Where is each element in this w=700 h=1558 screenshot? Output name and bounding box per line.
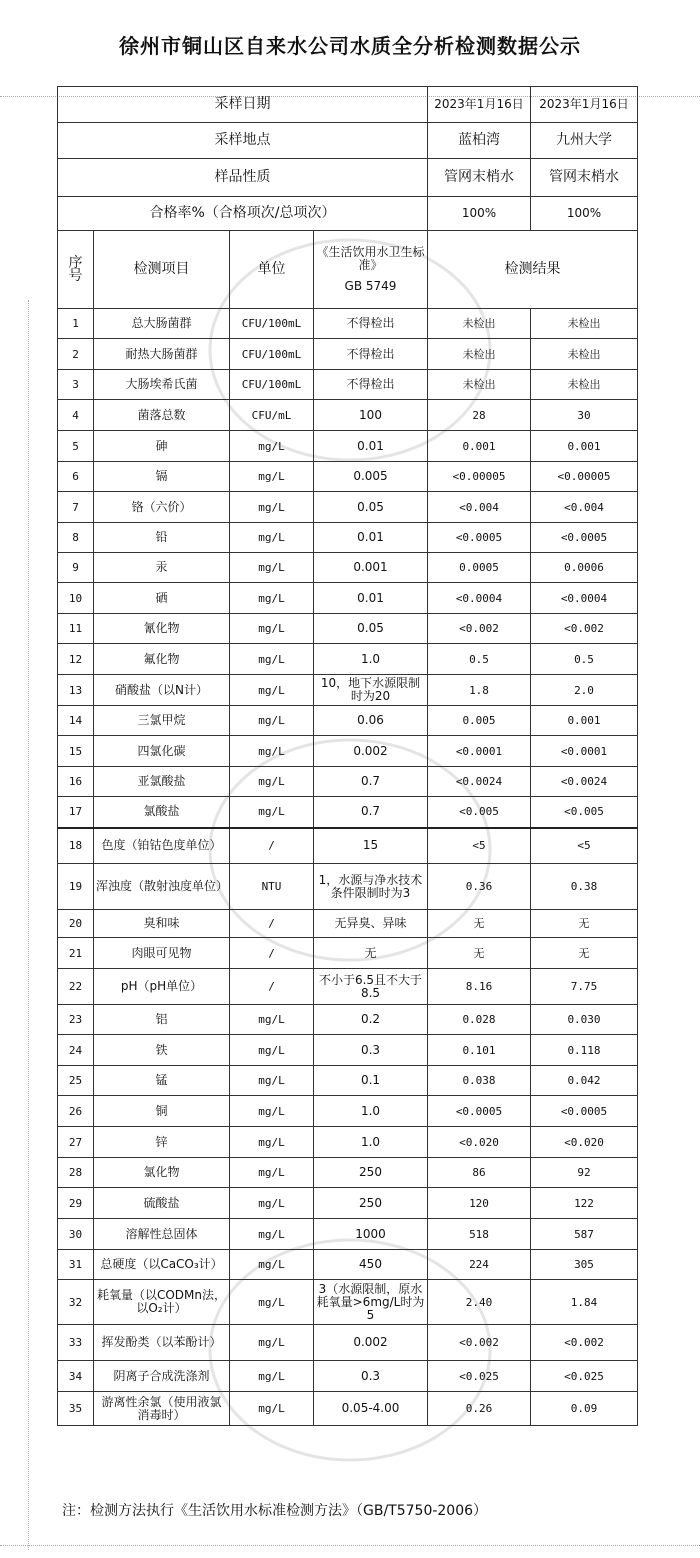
row-result-2: 未检出 <box>531 309 638 339</box>
row-result-2: 无 <box>531 910 638 938</box>
row-unit: mg/L <box>230 1096 314 1127</box>
row-item: 硒 <box>94 583 230 614</box>
row-standard: 1，水源与净水技术条件限制时为3 <box>314 864 428 910</box>
table-row <box>58 1035 638 1066</box>
row-standard: 0.001 <box>314 553 428 583</box>
sampling-site-2: 九州大学 <box>531 123 638 159</box>
row-unit: CFU/100mL <box>230 309 314 339</box>
row-number: 21 <box>58 938 94 969</box>
row-result-2: 未检出 <box>531 370 638 400</box>
table-row <box>58 523 638 553</box>
row-number: 20 <box>58 910 94 938</box>
row-item: 色度（铂钴色度单位） <box>94 828 230 864</box>
row-item: 臭和味 <box>94 910 230 938</box>
row-result-1: 86 <box>428 1158 531 1188</box>
row-number: 18 <box>58 828 94 864</box>
row-item: 铝 <box>94 1005 230 1035</box>
row-standard: 0.002 <box>314 736 428 767</box>
row-standard: 1.0 <box>314 644 428 675</box>
row-item: 锰 <box>94 1066 230 1096</box>
row-result-1: 2.40 <box>428 1280 531 1325</box>
row-number: 16 <box>58 767 94 797</box>
row-result-1: 1.8 <box>428 675 531 706</box>
row-standard: 不得检出 <box>314 370 428 400</box>
table-row <box>58 767 638 797</box>
row-result-1: <0.0001 <box>428 736 531 767</box>
row-result-1: <0.005 <box>428 797 531 828</box>
row-result-2: <0.002 <box>531 614 638 644</box>
table-row <box>58 462 638 492</box>
row-number: 3 <box>58 370 94 400</box>
row-result-1: 224 <box>428 1250 531 1280</box>
row-result-1: <0.020 <box>428 1127 531 1158</box>
row-result-1: 0.0005 <box>428 553 531 583</box>
row-unit: mg/L <box>230 706 314 736</box>
row-item: 溶解性总固体 <box>94 1219 230 1250</box>
row-number: 15 <box>58 736 94 767</box>
row-result-2: 122 <box>531 1188 638 1219</box>
row-result-2: <0.0024 <box>531 767 638 797</box>
row-result-1: 无 <box>428 910 531 938</box>
standard-name: 《生活饮用水卫生标准》 <box>316 245 425 272</box>
row-result-2: <0.0005 <box>531 523 638 553</box>
pass-rate-label: 合格率%（合格项次/总项次） <box>58 197 428 231</box>
row-unit: mg/L <box>230 1066 314 1096</box>
row-standard: 1000 <box>314 1219 428 1250</box>
row-unit: mg/L <box>230 583 314 614</box>
row-unit: CFU/100mL <box>230 370 314 400</box>
row-number: 30 <box>58 1219 94 1250</box>
row-result-1: <0.002 <box>428 1325 531 1361</box>
row-result-2: 92 <box>531 1158 638 1188</box>
row-unit: mg/L <box>230 644 314 675</box>
row-item: 铅 <box>94 523 230 553</box>
row-result-1: 120 <box>428 1188 531 1219</box>
row-item: 铜 <box>94 1096 230 1127</box>
watermark-line <box>28 300 29 1550</box>
col-header-standard <box>314 231 428 309</box>
row-item: 砷 <box>94 431 230 462</box>
row-unit: mg/L <box>230 767 314 797</box>
row-result-2: 0.001 <box>531 431 638 462</box>
table-row <box>58 1250 638 1280</box>
row-result-2: 30 <box>531 400 638 431</box>
row-result-1: <0.0004 <box>428 583 531 614</box>
row-result-2: <0.0004 <box>531 583 638 614</box>
row-item: 亚氯酸盐 <box>94 767 230 797</box>
sample-type-2: 管网末梢水 <box>531 159 638 197</box>
row-result-1: 8.16 <box>428 969 531 1005</box>
row-result-1: 518 <box>428 1219 531 1250</box>
pass-rate-1: 100% <box>428 197 531 231</box>
row-number: 4 <box>58 400 94 431</box>
row-result-2: 587 <box>531 1219 638 1250</box>
row-unit: mg/L <box>230 1250 314 1280</box>
row-standard: 0.7 <box>314 797 428 828</box>
row-result-2: 0.38 <box>531 864 638 910</box>
row-result-1: 0.028 <box>428 1005 531 1035</box>
row-result-1: <5 <box>428 828 531 864</box>
table-row <box>58 1066 638 1096</box>
row-unit: mg/L <box>230 1325 314 1361</box>
row-unit: mg/L <box>230 1392 314 1426</box>
row-standard: 无异臭、异味 <box>314 910 428 938</box>
row-number: 22 <box>58 969 94 1005</box>
pass-rate-2: 100% <box>531 197 638 231</box>
row-result-2: <0.004 <box>531 492 638 523</box>
row-item: 锌 <box>94 1127 230 1158</box>
table-row <box>58 675 638 706</box>
table-row <box>58 1361 638 1392</box>
row-number: 5 <box>58 431 94 462</box>
row-result-2: <0.0001 <box>531 736 638 767</box>
row-number: 14 <box>58 706 94 736</box>
row-item: 镉 <box>94 462 230 492</box>
row-standard: 250 <box>314 1188 428 1219</box>
row-number: 17 <box>58 797 94 828</box>
row-result-2: 0.118 <box>531 1035 638 1066</box>
table-row <box>58 1005 638 1035</box>
row-standard: 15 <box>314 828 428 864</box>
row-result-1: 0.26 <box>428 1392 531 1426</box>
row-standard: 3（水源限制，原水耗氧量>6mg/L时为5 <box>314 1280 428 1325</box>
row-standard: 0.01 <box>314 583 428 614</box>
row-unit: mg/L <box>230 431 314 462</box>
table-row <box>58 736 638 767</box>
row-unit: CFU/100mL <box>230 339 314 370</box>
row-item: 氯化物 <box>94 1158 230 1188</box>
row-result-2: <5 <box>531 828 638 864</box>
row-number: 29 <box>58 1188 94 1219</box>
row-item: 总大肠菌群 <box>94 309 230 339</box>
row-number: 9 <box>58 553 94 583</box>
table-row <box>58 1392 638 1426</box>
row-standard: 450 <box>314 1250 428 1280</box>
row-unit: / <box>230 910 314 938</box>
row-number: 19 <box>58 864 94 910</box>
row-standard: 无 <box>314 938 428 969</box>
row-result-2: <0.00005 <box>531 462 638 492</box>
row-result-2: 0.0006 <box>531 553 638 583</box>
row-standard: 0.002 <box>314 1325 428 1361</box>
row-unit: mg/L <box>230 553 314 583</box>
table-row <box>58 706 638 736</box>
row-standard: 不得检出 <box>314 309 428 339</box>
row-standard: 0.005 <box>314 462 428 492</box>
row-number: 26 <box>58 1096 94 1127</box>
row-result-1: <0.0005 <box>428 1096 531 1127</box>
row-item: 铁 <box>94 1035 230 1066</box>
row-result-1: 0.005 <box>428 706 531 736</box>
row-item: 硝酸盐（以N计） <box>94 675 230 706</box>
row-result-1: 0.001 <box>428 431 531 462</box>
row-item: 肉眼可见物 <box>94 938 230 969</box>
sampling-date-2: 2023年1月16日 <box>531 87 638 123</box>
table-row <box>58 1158 638 1188</box>
row-standard: 250 <box>314 1158 428 1188</box>
row-unit: mg/L <box>230 1158 314 1188</box>
table-row <box>58 309 638 339</box>
row-standard: 0.3 <box>314 1035 428 1066</box>
sampling-date-1: 2023年1月16日 <box>428 87 531 123</box>
row-number: 23 <box>58 1005 94 1035</box>
row-standard: 1.0 <box>314 1127 428 1158</box>
sampling-site-1: 蓝柏湾 <box>428 123 531 159</box>
row-result-2: 305 <box>531 1250 638 1280</box>
row-number: 1 <box>58 309 94 339</box>
table-row <box>58 400 638 431</box>
row-number: 8 <box>58 523 94 553</box>
row-result-2: <0.0005 <box>531 1096 638 1127</box>
col-header-unit: 单位 <box>230 231 314 309</box>
row-result-1: 0.36 <box>428 864 531 910</box>
table-row <box>58 797 638 828</box>
row-number: 35 <box>58 1392 94 1426</box>
row-unit: mg/L <box>230 1219 314 1250</box>
watermark-line <box>0 1545 700 1546</box>
row-result-1: <0.025 <box>428 1361 531 1392</box>
row-number: 13 <box>58 675 94 706</box>
row-result-1: 0.101 <box>428 1035 531 1066</box>
table-row <box>58 431 638 462</box>
table-row <box>58 1127 638 1158</box>
table-row <box>58 644 638 675</box>
row-unit: mg/L <box>230 614 314 644</box>
footnote: 注：检测方法执行《生活饮用水标准检测方法》（GB/T5750-2006） <box>62 1503 488 1519</box>
row-result-2: 0.001 <box>531 706 638 736</box>
row-unit: / <box>230 828 314 864</box>
row-unit: mg/L <box>230 1280 314 1325</box>
col-header-result: 检测结果 <box>428 231 638 309</box>
row-standard: 不得检出 <box>314 339 428 370</box>
row-result-2: 0.09 <box>531 1392 638 1426</box>
row-result-1: 28 <box>428 400 531 431</box>
page-title: 徐州市铜山区自来水公司水质全分析检测数据公示 <box>119 34 581 58</box>
row-unit: NTU <box>230 864 314 910</box>
row-unit: mg/L <box>230 523 314 553</box>
row-item: 大肠埃希氏菌 <box>94 370 230 400</box>
col-header-no: 序号 <box>58 231 94 309</box>
table-row <box>58 1280 638 1325</box>
row-result-1: <0.002 <box>428 614 531 644</box>
row-standard: 0.01 <box>314 523 428 553</box>
row-standard: 0.01 <box>314 431 428 462</box>
sampling-site-label: 采样地点 <box>58 123 428 159</box>
row-number: 2 <box>58 339 94 370</box>
table-row <box>58 1219 638 1250</box>
row-result-2: 未检出 <box>531 339 638 370</box>
row-result-2: 0.5 <box>531 644 638 675</box>
row-unit: mg/L <box>230 492 314 523</box>
row-unit: mg/L <box>230 1361 314 1392</box>
row-result-2: 2.0 <box>531 675 638 706</box>
row-result-1: 0.5 <box>428 644 531 675</box>
row-unit: mg/L <box>230 797 314 828</box>
row-result-2: 无 <box>531 938 638 969</box>
row-number: 32 <box>58 1280 94 1325</box>
row-result-2: 0.042 <box>531 1066 638 1096</box>
row-item: 耐热大肠菌群 <box>94 339 230 370</box>
row-standard: 0.05 <box>314 614 428 644</box>
row-number: 27 <box>58 1127 94 1158</box>
row-unit: mg/L <box>230 1035 314 1066</box>
row-result-1: <0.0024 <box>428 767 531 797</box>
row-standard: 0.7 <box>314 767 428 797</box>
col-header-item: 检测项目 <box>94 231 230 309</box>
row-number: 11 <box>58 614 94 644</box>
table-row <box>58 583 638 614</box>
table-row <box>58 492 638 523</box>
row-item: 游离性余氯（使用液氯消毒时） <box>94 1392 230 1426</box>
row-number: 25 <box>58 1066 94 1096</box>
row-result-2: <0.020 <box>531 1127 638 1158</box>
water-quality-table <box>57 86 638 1426</box>
row-result-1: 未检出 <box>428 309 531 339</box>
row-number: 6 <box>58 462 94 492</box>
table-row <box>58 339 638 370</box>
row-item: 氯酸盐 <box>94 797 230 828</box>
sample-type-1: 管网末梢水 <box>428 159 531 197</box>
row-number: 7 <box>58 492 94 523</box>
table-row <box>58 1325 638 1361</box>
row-unit: / <box>230 969 314 1005</box>
row-number: 34 <box>58 1361 94 1392</box>
row-item: 汞 <box>94 553 230 583</box>
row-number: 28 <box>58 1158 94 1188</box>
row-result-1: 无 <box>428 938 531 969</box>
table-row <box>58 614 638 644</box>
row-standard: 10，地下水源限制时为20 <box>314 675 428 706</box>
row-item: 浑浊度（散射浊度单位） <box>94 864 230 910</box>
row-standard: 0.2 <box>314 1005 428 1035</box>
row-result-2: <0.025 <box>531 1361 638 1392</box>
table-row <box>58 828 638 864</box>
row-unit: / <box>230 938 314 969</box>
row-standard: 0.06 <box>314 706 428 736</box>
row-item: 总硬度（以CaCO₃计） <box>94 1250 230 1280</box>
row-number: 31 <box>58 1250 94 1280</box>
row-result-1: 0.038 <box>428 1066 531 1096</box>
row-standard: 不小于6.5且不大于8.5 <box>314 969 428 1005</box>
row-item: 四氯化碳 <box>94 736 230 767</box>
row-standard: 0.3 <box>314 1361 428 1392</box>
sample-type-label: 样品性质 <box>58 159 428 197</box>
table-row <box>58 553 638 583</box>
row-standard: 0.05 <box>314 492 428 523</box>
row-number: 24 <box>58 1035 94 1066</box>
row-item: 挥发酚类（以苯酚计） <box>94 1325 230 1361</box>
row-result-2: <0.002 <box>531 1325 638 1361</box>
row-result-1: 未检出 <box>428 370 531 400</box>
row-result-2: <0.005 <box>531 797 638 828</box>
row-item: 氰化物 <box>94 614 230 644</box>
row-unit: mg/L <box>230 1127 314 1158</box>
row-standard: 1.0 <box>314 1096 428 1127</box>
row-result-1: <0.0005 <box>428 523 531 553</box>
row-number: 33 <box>58 1325 94 1361</box>
row-result-2: 1.84 <box>531 1280 638 1325</box>
row-item: pH（pH单位） <box>94 969 230 1005</box>
sampling-date-label: 采样日期 <box>58 87 428 123</box>
table-row <box>58 969 638 1005</box>
row-result-2: 0.030 <box>531 1005 638 1035</box>
row-unit: CFU/mL <box>230 400 314 431</box>
row-result-2: 7.75 <box>531 969 638 1005</box>
table-row <box>58 1096 638 1127</box>
row-unit: mg/L <box>230 462 314 492</box>
row-unit: mg/L <box>230 675 314 706</box>
row-item: 三氯甲烷 <box>94 706 230 736</box>
row-standard: 0.1 <box>314 1066 428 1096</box>
row-unit: mg/L <box>230 736 314 767</box>
row-item: 硫酸盐 <box>94 1188 230 1219</box>
row-number: 10 <box>58 583 94 614</box>
standard-code: GB 5749 <box>344 279 397 293</box>
row-item: 菌落总数 <box>94 400 230 431</box>
row-item: 氟化物 <box>94 644 230 675</box>
row-standard: 100 <box>314 400 428 431</box>
row-standard: 0.05-4.00 <box>314 1392 428 1426</box>
row-result-1: <0.00005 <box>428 462 531 492</box>
table-row <box>58 370 638 400</box>
row-unit: mg/L <box>230 1188 314 1219</box>
row-result-1: 未检出 <box>428 339 531 370</box>
row-item: 耗氧量（以CODMn法，以O₂计） <box>94 1280 230 1325</box>
row-result-1: <0.004 <box>428 492 531 523</box>
row-number: 12 <box>58 644 94 675</box>
row-unit: mg/L <box>230 1005 314 1035</box>
table-row <box>58 1188 638 1219</box>
table-row <box>58 910 638 938</box>
row-item: 阴离子合成洗涤剂 <box>94 1361 230 1392</box>
table-row <box>58 938 638 969</box>
row-item: 铬（六价） <box>94 492 230 523</box>
table-row <box>58 864 638 910</box>
